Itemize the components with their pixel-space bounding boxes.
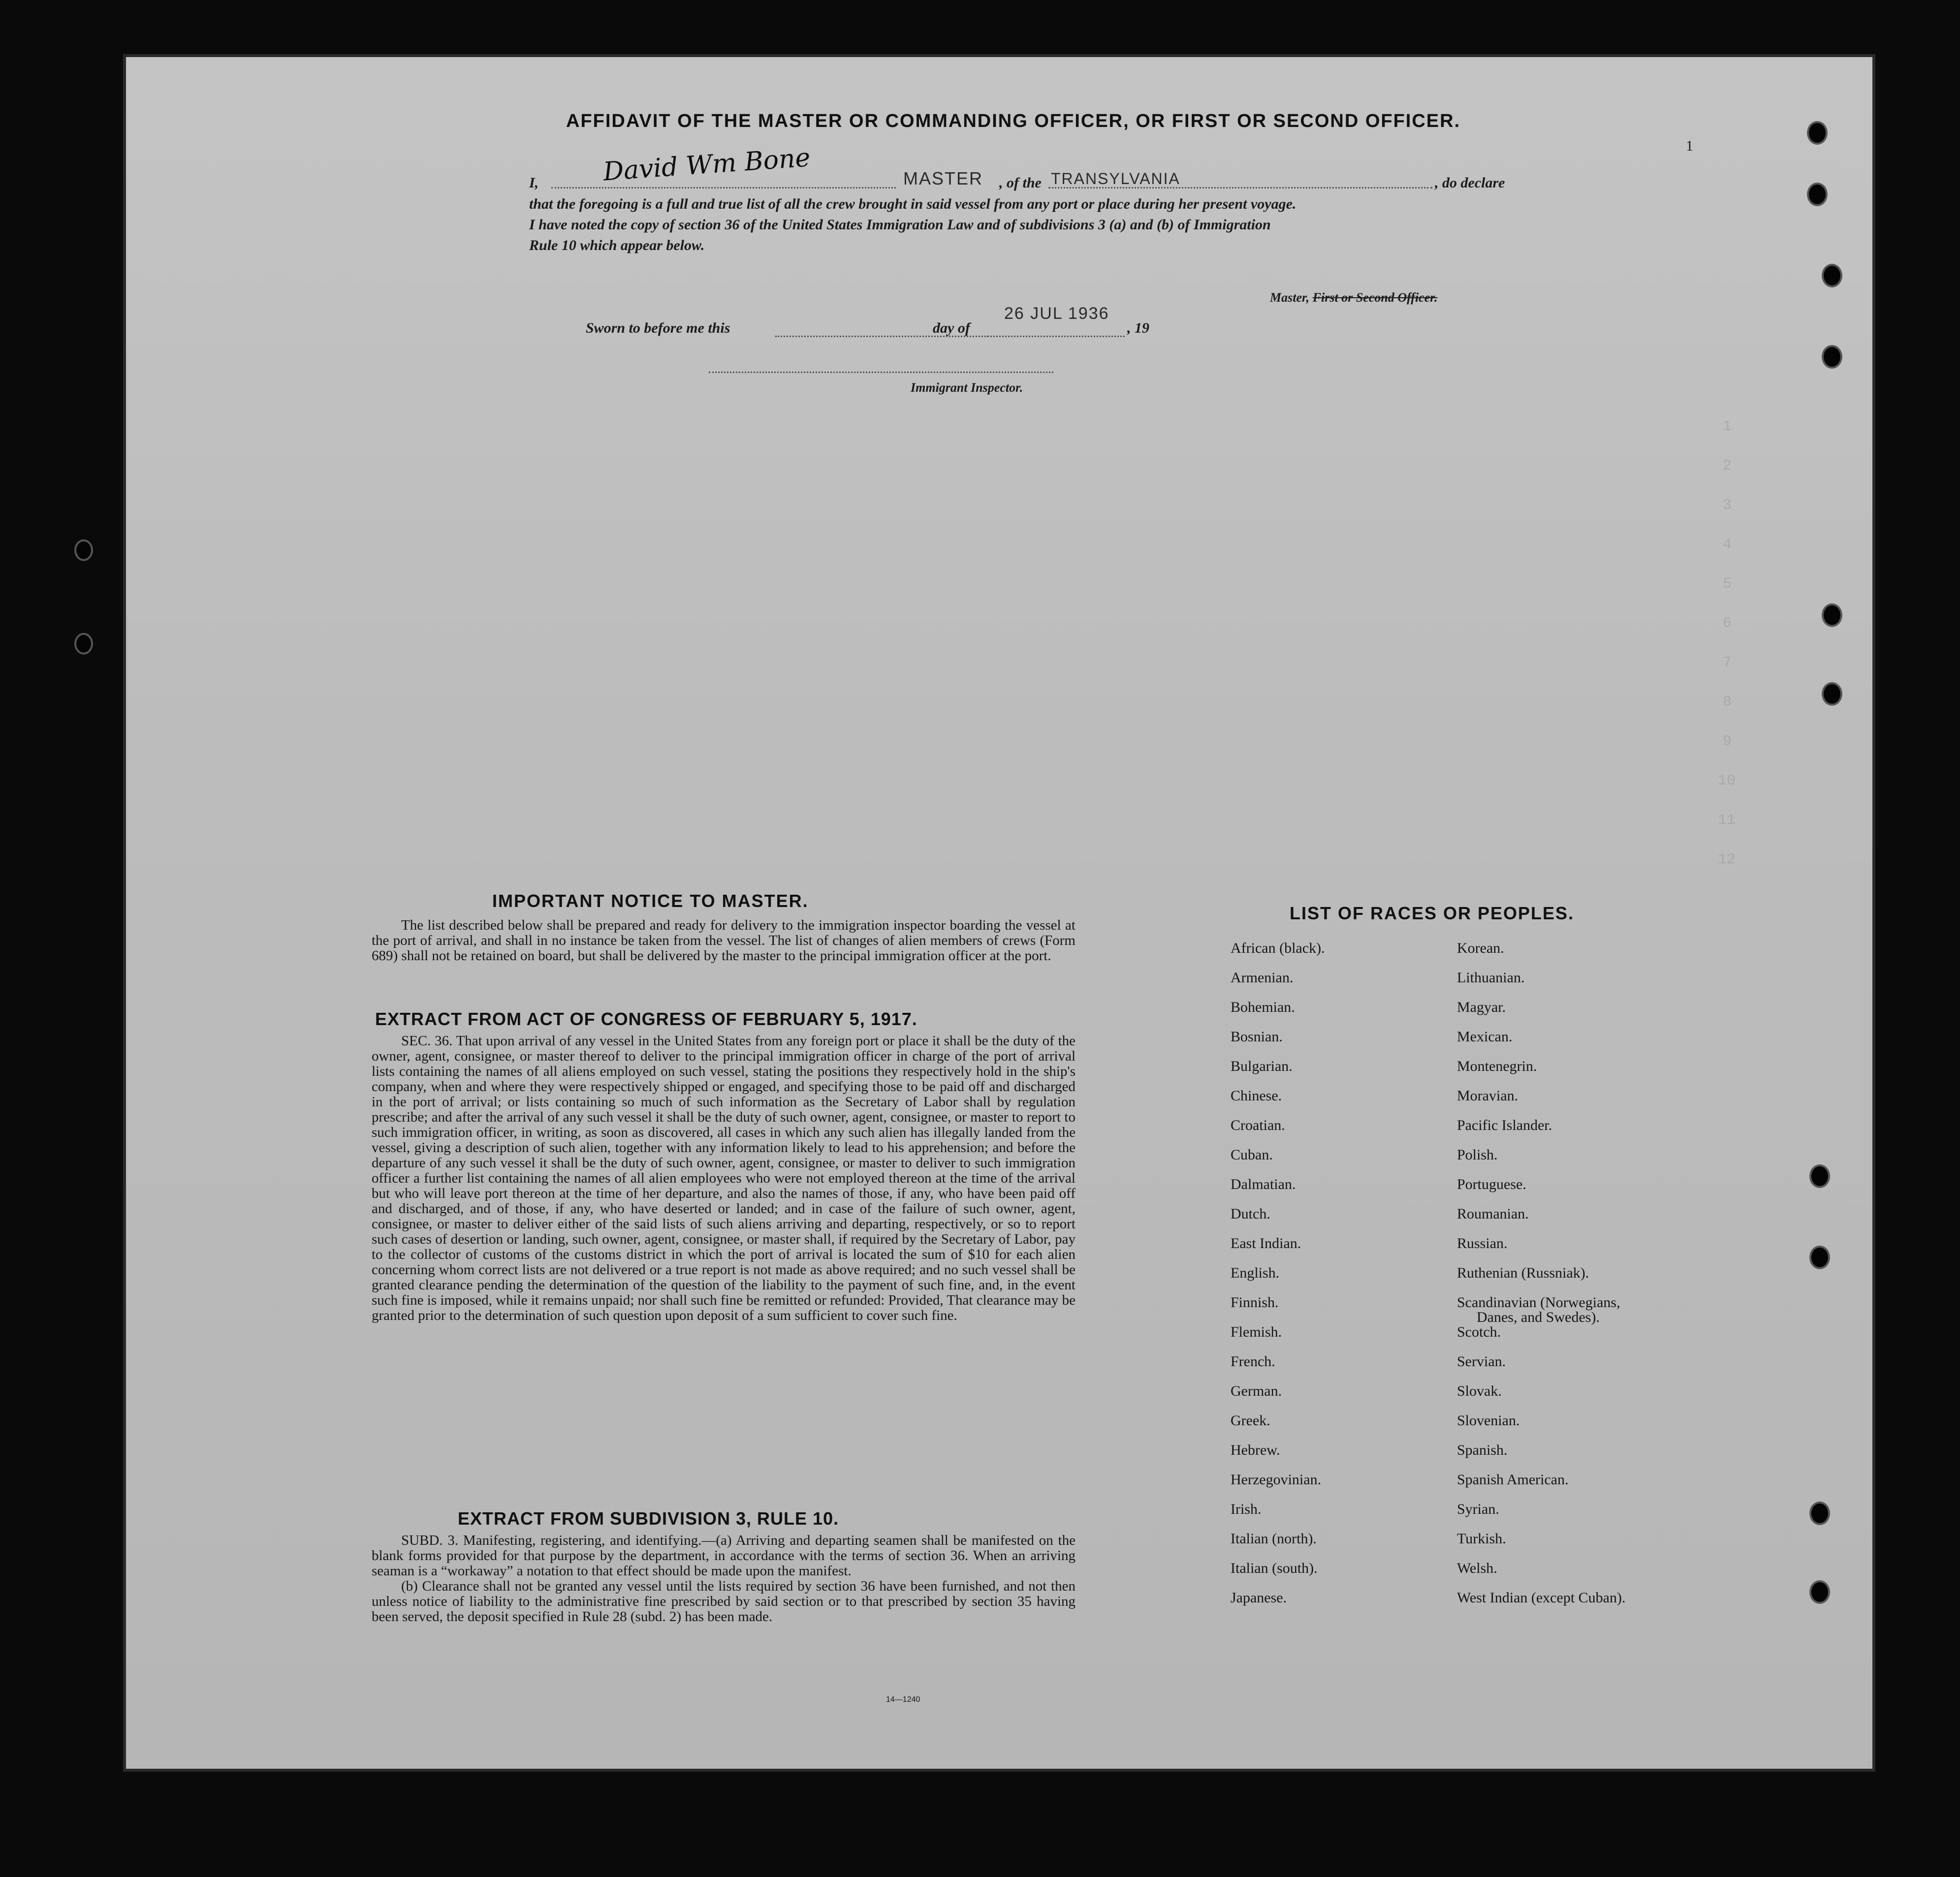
race-item: Chinese. <box>1231 1088 1282 1104</box>
race-item: Flemish. <box>1231 1324 1282 1340</box>
race-item: Scotch. <box>1457 1324 1501 1340</box>
race-item: Turkish. <box>1457 1531 1506 1547</box>
race-item: Portuguese. <box>1457 1176 1526 1192</box>
race-item: Polish. <box>1457 1147 1498 1163</box>
affidavit-line-3: I have noted the copy of section 36 of the United States Immigration Law and of subdivisions 3 (a) and (b) of Immigration <box>529 217 1271 233</box>
punch-hole <box>1811 1248 1828 1267</box>
races-title: LIST OF RACES OR PEOPLES. <box>1290 903 1575 923</box>
notice-text <box>372 918 1075 964</box>
ghost-row: 5 <box>1723 576 1732 593</box>
punch-hole <box>1824 605 1840 625</box>
race-item: Mexican. <box>1457 1029 1513 1045</box>
sworn-label: Sworn to before me this <box>586 320 730 336</box>
do-declare-label: , do declare <box>1435 175 1505 191</box>
punch-hole <box>1824 347 1840 367</box>
race-item: Dalmatian. <box>1231 1176 1296 1192</box>
race-item: Korean. <box>1457 940 1504 956</box>
ghost-row: 11 <box>1718 812 1736 829</box>
affidavit-title: AFFIDAVIT OF THE MASTER OR COMMANDING OFFICER, OR FIRST OR SECOND OFFICER. <box>566 111 1461 131</box>
ghost-row: 6 <box>1723 615 1732 632</box>
race-item: Lithuanian. <box>1457 970 1525 986</box>
race-item: African (black). <box>1231 940 1325 956</box>
race-item: Ruthenian (Russniak). <box>1457 1265 1589 1281</box>
ghost-row: 7 <box>1723 655 1732 671</box>
race-item: Welsh. <box>1457 1560 1497 1576</box>
manifest-page <box>123 54 1875 1772</box>
ghost-row: 12 <box>1718 851 1736 868</box>
race-item: Slovenian. <box>1457 1412 1520 1429</box>
race-item: Bohemian. <box>1231 999 1295 1015</box>
race-item: Croatian. <box>1231 1117 1285 1133</box>
race-item: Armenian. <box>1231 970 1294 986</box>
date-stamp: 26 JUL 1936 <box>1004 304 1109 323</box>
ghost-row: 3 <box>1723 497 1732 514</box>
race-item: Syrian. <box>1457 1501 1499 1517</box>
race-item: French. <box>1231 1353 1275 1370</box>
rule-extract-text <box>372 1533 1075 1625</box>
rule-extract-title: EXTRACT FROM SUBDIVISION 3, RULE 10. <box>458 1508 839 1529</box>
race-item: Russian. <box>1457 1235 1508 1251</box>
notice-title: IMPORTANT NOTICE TO MASTER. <box>492 891 809 911</box>
of-the-label: , of the <box>999 175 1042 191</box>
race-item: Slovak. <box>1457 1383 1502 1399</box>
race-item: Italian (south). <box>1231 1560 1318 1576</box>
punch-hole <box>1811 1503 1828 1523</box>
rule-extract-paragraph-a: SUBD. 3. Manifesting, registering, and identifying.—(a) Arriving and departing seamen shall be manifested on the blank forms provided for that purpose by the department, in accordance with the terms of section 36. When an arriving seaman is a “workaway” a notation to that effect should be made upon the manifest. <box>372 1533 1075 1579</box>
ghost-row: 10 <box>1718 773 1736 789</box>
affidavit-prefix: I, <box>529 175 539 191</box>
punch-hole <box>1811 1582 1828 1602</box>
race-item: West Indian (except Cuban). <box>1457 1590 1626 1606</box>
race-item: Servian. <box>1457 1353 1506 1370</box>
race-item: Spanish American. <box>1457 1471 1569 1488</box>
vessel-field <box>1048 187 1432 188</box>
year-label: , 19 <box>1127 320 1149 336</box>
punch-hole <box>1824 684 1840 704</box>
punch-hole <box>1809 185 1826 204</box>
affidavit-line-2: that the foregoing is a full and true list of all the crew brought in said vessel from any port or place during her present voyage. <box>529 196 1296 212</box>
master-signature: David Wm Bone <box>602 143 812 187</box>
vessel-name-stamp: TRANSYLVANIA <box>1051 170 1180 188</box>
act-extract-text <box>372 1033 1075 1323</box>
name-field <box>551 187 896 188</box>
punch-hole <box>76 635 91 653</box>
inspector-label: Immigrant Inspector. <box>911 380 1023 395</box>
race-item: Roumanian. <box>1457 1206 1529 1222</box>
notice-paragraph: The list described below shall be prepared and ready for delivery to the immigration inspector boarding the vessel at the port of arrival, and shall in no instance be taken from the vessel. The list of changes of alien members of crews (Form 689) shall not be retained on board, but shall be delivered by the master to the principal immigration officer at the port. <box>372 917 1075 964</box>
punch-hole <box>1824 266 1840 285</box>
race-item: Cuban. <box>1231 1147 1273 1163</box>
race-item: Hebrew. <box>1231 1442 1280 1458</box>
race-item: Italian (north). <box>1231 1531 1317 1547</box>
race-item: Scandinavian (Norwegians, <box>1457 1294 1620 1311</box>
ghost-row: 9 <box>1723 733 1732 750</box>
ghost-row: 2 <box>1723 458 1732 474</box>
race-item: Danes, and Swedes). <box>1477 1309 1600 1325</box>
race-item: Bulgarian. <box>1231 1058 1293 1074</box>
rank-stamp: MASTER <box>903 168 983 188</box>
officer-struck-label: First or Second Officer. <box>1312 290 1438 305</box>
ghost-row: 8 <box>1723 694 1732 711</box>
affidavit-line-4: Rule 10 which appear below. <box>529 237 705 253</box>
ghost-row: 4 <box>1723 536 1732 553</box>
races-left-column <box>1231 940 1427 1678</box>
punch-hole <box>76 541 91 559</box>
day-of-label: day of <box>933 320 970 336</box>
race-item: Japanese. <box>1231 1590 1287 1606</box>
race-item: English. <box>1231 1265 1280 1281</box>
race-item: Moravian. <box>1457 1088 1518 1104</box>
master-officer-label <box>1270 290 1437 305</box>
rule-extract-paragraph-b: (b) Clearance shall not be granted any vessel until the lists required by section 36 have been furnished, and not then unless notice of liability to the administrative fine prescribed by said section or to that prescribed by section 35 having been served, the deposit specified in Rule 28 (subd. 2) has been made. <box>372 1578 1075 1625</box>
race-item: Irish. <box>1231 1501 1262 1517</box>
race-item: Herzegovinian. <box>1231 1471 1322 1488</box>
act-extract-paragraph: SEC. 36. That upon arrival of any vessel in the United States from any foreign port or place it shall be the duty of the owner, agent, consignee, or master thereof to deliver to the principal immigration officer in charge of the port of arrival lists containing the names of all aliens employed on such vessel, stating the positions they respectively hold in the ship's company, when and where they were respectively shipped or engaged, and specifying those to be paid off and discharged in the port of arrival; or lists containing so much of such information as the Secretary of Labor shall by regulation prescribe; and after the arrival of any such vessel it shall be the duty of such owner, agent, consignee, or master to report to such immigration officer, in writing, as soon as discovered, all cases in which any such alien has illegally landed from the vessel, giving a description of such alien, together with any information likely to lead to his apprehension; and before the departure of any such vessel it shall be the duty of such owner, agent, consignee, or master to deliver to such immigration officer a further list containing the names of all alien employees who were not employed thereon at the time of the arrival but who will leave port thereon at the time of her departure, and also the names of those, if any, who have been paid off and discharged, and of those, if any, who have deserted or landed; and in case of the failure of such owner, agent, consignee, or master to deliver either of the said lists of such aliens arriving and departing, respectively, or so to report such cases of desertion or landing, such owner, agent, consignee, or master shall, if required by the Secretary of Labor, pay to the collector of customs of the customs district in which the port of arrival is located the sum of $10 for each alien concerning whom correct lists are not delivered or a true report is not made as above required; and no such vessel shall be granted clearance pending the determination of the question of the liability to the payment of such fine, and, in the event such fine is imposed, while it remains unpaid; nor shall such fine be remitted or refunded: Provided, That clearance may be granted prior to the determination of such question upon deposit of a sum sufficient to cover such fine. <box>372 1033 1075 1323</box>
race-item: Pacific Islander. <box>1457 1117 1552 1133</box>
master-label: Master, <box>1270 290 1310 305</box>
race-item: Montenegrin. <box>1457 1058 1537 1074</box>
race-item: Spanish. <box>1457 1442 1508 1458</box>
race-item: Finnish. <box>1231 1294 1279 1311</box>
punch-hole <box>1811 1166 1828 1186</box>
ghost-row: 1 <box>1723 418 1732 435</box>
inspector-signature-field <box>709 372 1053 373</box>
races-right-column <box>1457 940 1752 1678</box>
race-item: German. <box>1231 1383 1282 1399</box>
race-item: East Indian. <box>1231 1235 1301 1251</box>
form-number: 14—1240 <box>886 1695 920 1704</box>
race-item: Dutch. <box>1231 1206 1270 1222</box>
act-extract-title: EXTRACT FROM ACT OF CONGRESS OF FEBRUARY 5, 1917. <box>375 1009 917 1029</box>
punch-hole <box>1809 123 1826 143</box>
race-item: Bosnian. <box>1231 1029 1283 1045</box>
race-item: Greek. <box>1231 1412 1270 1429</box>
race-item: Magyar. <box>1457 999 1506 1015</box>
page-number: 1 <box>1686 138 1693 154</box>
sworn-month-field <box>987 336 1125 337</box>
